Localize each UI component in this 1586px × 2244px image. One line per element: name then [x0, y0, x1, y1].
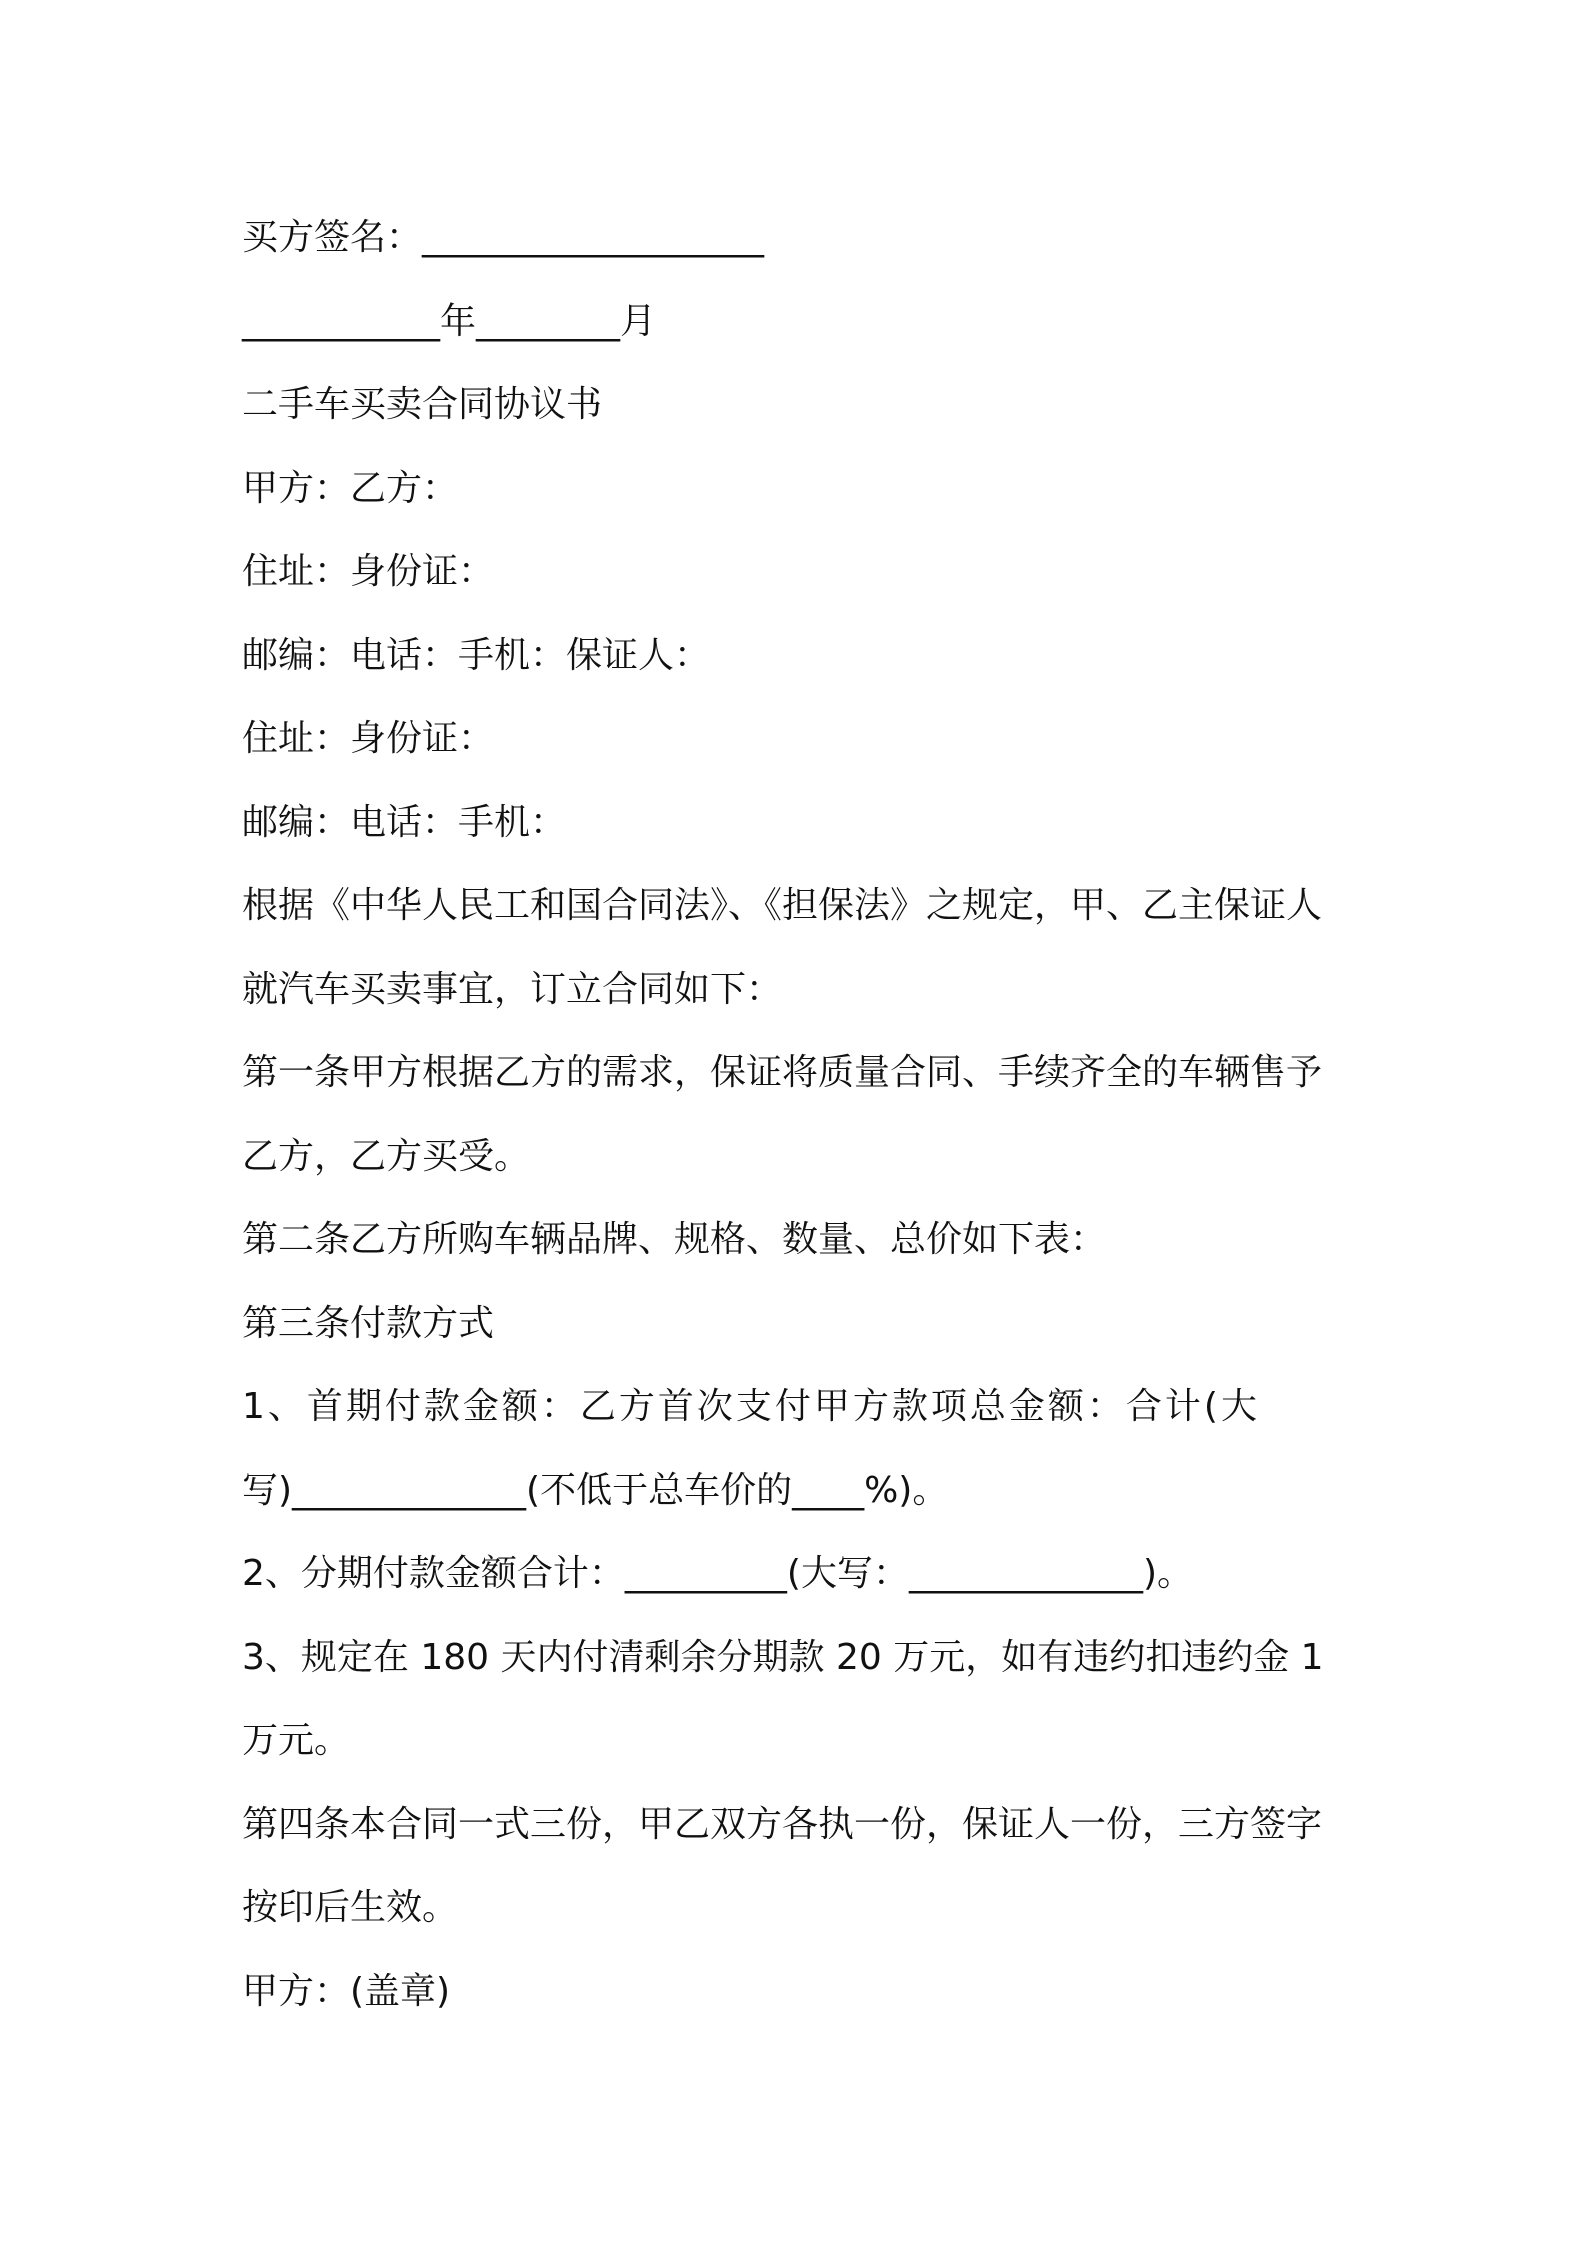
preamble-line-1: 根据《中华人民工和国合同法》、《担保法》之规定，甲、乙主保证人 [242, 885, 1323, 926]
payment-item-2: 2、分期付款金额合计：_________(大写：_____________)。 [242, 1553, 1193, 1594]
contact-line-2: 邮编：电话：手机： [242, 801, 567, 843]
contact-guarantor-line: 邮编：电话：手机：保证人： [242, 634, 711, 676]
article-1-line-2: 乙方，乙方买受。 [242, 1135, 531, 1177]
preamble-line-2: 就汽车买卖事宜，订立合同如下： [242, 968, 783, 1010]
payment-item-3-line-2: 万元。 [242, 1720, 351, 1761]
document-body [242, 196, 1362, 2033]
article-3-heading: 第三条付款方式 [242, 1302, 495, 1344]
payment-item-1-line-2: 写)_____________(不低于总车价的____%)。 [242, 1469, 949, 1511]
buyer-signature-line: 买方签名：___________________ [242, 217, 765, 258]
article-4-line-1: 第四条本合同一式三份，甲乙双方各执一份，保证人一份，三方签字 [242, 1803, 1323, 1845]
address-id-line: 住址：身份证： [242, 551, 495, 592]
payment-item-1-line-1: 1、首期付款金额：乙方首次支付甲方款项总金额：合计(大 [242, 1386, 1260, 1427]
address-id-line-2: 住址：身份证： [242, 718, 495, 759]
contract-title: 二手车买卖合同协议书 [242, 384, 603, 425]
party-line: 甲方：乙方： [242, 467, 459, 509]
payment-item-3-line-1: 3、规定在 180 天内付清剩余分期款 20 万元，如有违约扣违约金 1 [242, 1636, 1324, 1678]
article-2: 第二条乙方所购车辆品牌、规格、数量、总价如下表： [242, 1219, 1107, 1260]
party-a-seal-line: 甲方：(盖章) [242, 1970, 451, 2012]
date-line: ___________年________月 [242, 300, 656, 342]
article-4-line-2: 按印后生效。 [242, 1887, 459, 1928]
article-1-line-1: 第一条甲方根据乙方的需求，保证将质量合同、手续齐全的车辆售予 [242, 1052, 1323, 1093]
